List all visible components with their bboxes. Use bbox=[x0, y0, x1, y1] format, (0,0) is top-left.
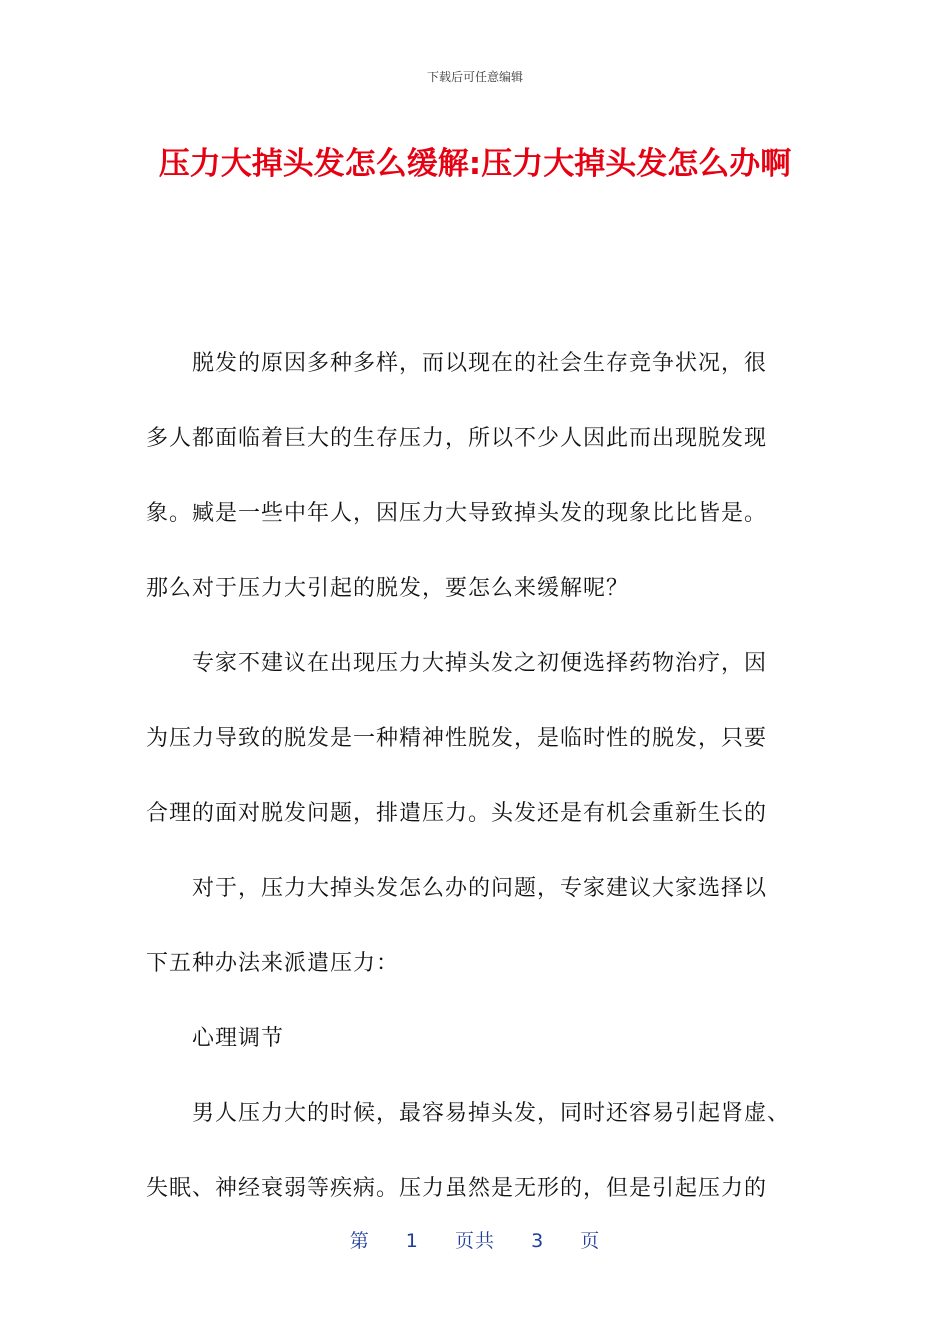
footer-suffix: 页 bbox=[580, 1230, 601, 1252]
footer-middle: 页共 bbox=[454, 1230, 495, 1252]
body-line: 失眠、神经衰弱等疾病。压力虽然是无形的，但是引起压力的 bbox=[146, 1176, 768, 1201]
body-line: 男人压力大的时候，最容易掉头发，同时还容易引起肾虚、 bbox=[192, 1101, 791, 1126]
page-footer bbox=[0, 1226, 950, 1253]
section-heading: 心理调节 bbox=[192, 1026, 285, 1051]
header-note: 下载后可任意编辑 bbox=[426, 70, 523, 84]
body-line: 脱发的原因多种多样，而以现在的社会生存竞争状况，很 bbox=[192, 351, 768, 376]
body-line: 对于，压力大掉头发怎么办的问题，专家建议大家选择以 bbox=[192, 876, 768, 901]
footer-total-pages: 3 bbox=[531, 1230, 545, 1252]
body-line: 为压力导致的脱发是一种精神性脱发，是临时性的脱发，只要 bbox=[146, 726, 768, 751]
document-body bbox=[146, 326, 806, 1226]
body-line: 多人都面临着巨大的生存压力，所以不少人因此而出现脱发现 bbox=[146, 426, 768, 451]
body-line: 那么对于压力大引起的脱发，要怎么来缓解呢？ bbox=[146, 576, 630, 601]
body-line: 下五种办法来派遣压力： bbox=[146, 951, 400, 976]
footer-current-page: 1 bbox=[405, 1230, 419, 1252]
body-line: 合理的面对脱发问题，排遣压力。头发还是有机会重新生长的 bbox=[146, 801, 768, 826]
body-line: 专家不建议在出现压力大掉头发之初便选择药物治疗，因 bbox=[192, 651, 768, 676]
body-line: 象。臧是一些中年人，因压力大导致掉头发的现象比比皆是。 bbox=[146, 501, 768, 526]
document-title: 压力大掉头发怎么缓解:压力大掉头发怎么办啊 bbox=[158, 146, 792, 182]
footer-prefix: 第 bbox=[349, 1230, 370, 1252]
